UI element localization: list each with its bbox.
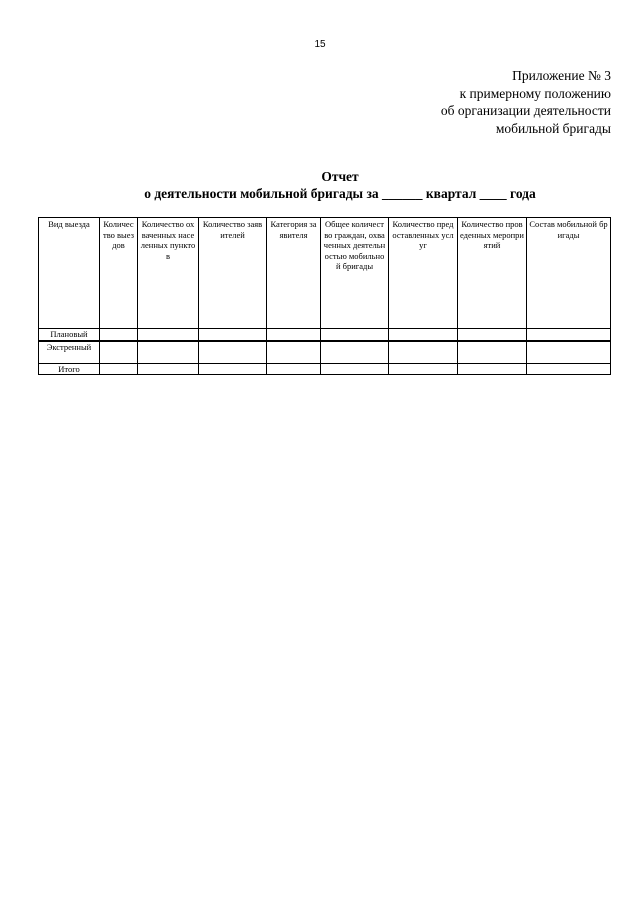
table-cell[interactable]: [138, 341, 199, 364]
header-citizens-total: Общее количество граждан, охваченных деятельностью мобильной бригады: [321, 218, 389, 329]
table-cell[interactable]: [321, 363, 389, 375]
header-settlements-count: Количество охваченных населенных пунктов: [138, 218, 199, 329]
appendix-line-4: мобильной бригады: [495, 120, 611, 136]
table-cell[interactable]: [458, 329, 527, 341]
row-label: Итого: [39, 363, 100, 375]
row-label: Плановый: [39, 329, 100, 341]
table-cell[interactable]: [138, 329, 199, 341]
report-table: [38, 217, 611, 375]
table-cell[interactable]: [321, 329, 389, 341]
header-trip-count: Количество выездов: [100, 218, 138, 329]
table-cell[interactable]: [138, 363, 199, 375]
row-label: Экстренный: [39, 341, 100, 364]
table-cell[interactable]: [527, 363, 611, 375]
table-cell[interactable]: [389, 329, 458, 341]
appendix-header: [311, 67, 611, 137]
table-cell[interactable]: [199, 341, 267, 364]
header-team-composition: Состав мобильной бригады: [527, 218, 611, 329]
header-applicant-category: Категория заявителя: [267, 218, 321, 329]
table-header-row: [39, 218, 611, 329]
table-cell[interactable]: [267, 341, 321, 364]
report-title: Отчет: [321, 169, 359, 184]
table-cell[interactable]: [527, 329, 611, 341]
table-cell[interactable]: [199, 329, 267, 341]
table-cell[interactable]: [389, 341, 458, 364]
table-cell[interactable]: [458, 341, 527, 364]
table-row: [39, 329, 611, 341]
table-cell[interactable]: [321, 341, 389, 364]
table-cell[interactable]: [100, 341, 138, 364]
table-cell[interactable]: [389, 363, 458, 375]
table-row: [39, 341, 611, 364]
header-services-count: Количество предоставленных услуг: [389, 218, 458, 329]
table-cell[interactable]: [199, 363, 267, 375]
header-trip-type: Вид выезда: [39, 218, 100, 329]
header-applicants-count: Количество заявителей: [199, 218, 267, 329]
report-subtitle: о деятельности мобильной бригады за ______ квартал ____ года: [144, 186, 536, 201]
table-cell[interactable]: [100, 329, 138, 341]
table-cell[interactable]: [267, 329, 321, 341]
appendix-line-3: об организации деятельности: [440, 103, 611, 118]
page-number: 15: [314, 39, 326, 50]
header-events-count: Количество проведенных мероприятий: [458, 218, 527, 329]
table-cell[interactable]: [527, 341, 611, 364]
table-cell[interactable]: [267, 363, 321, 375]
table-row: [39, 363, 611, 375]
appendix-line-2: к примерному положению: [459, 85, 611, 101]
table-cell[interactable]: [458, 363, 527, 375]
table-cell[interactable]: [100, 363, 138, 375]
appendix-line-1: Приложение № 3: [512, 68, 611, 83]
